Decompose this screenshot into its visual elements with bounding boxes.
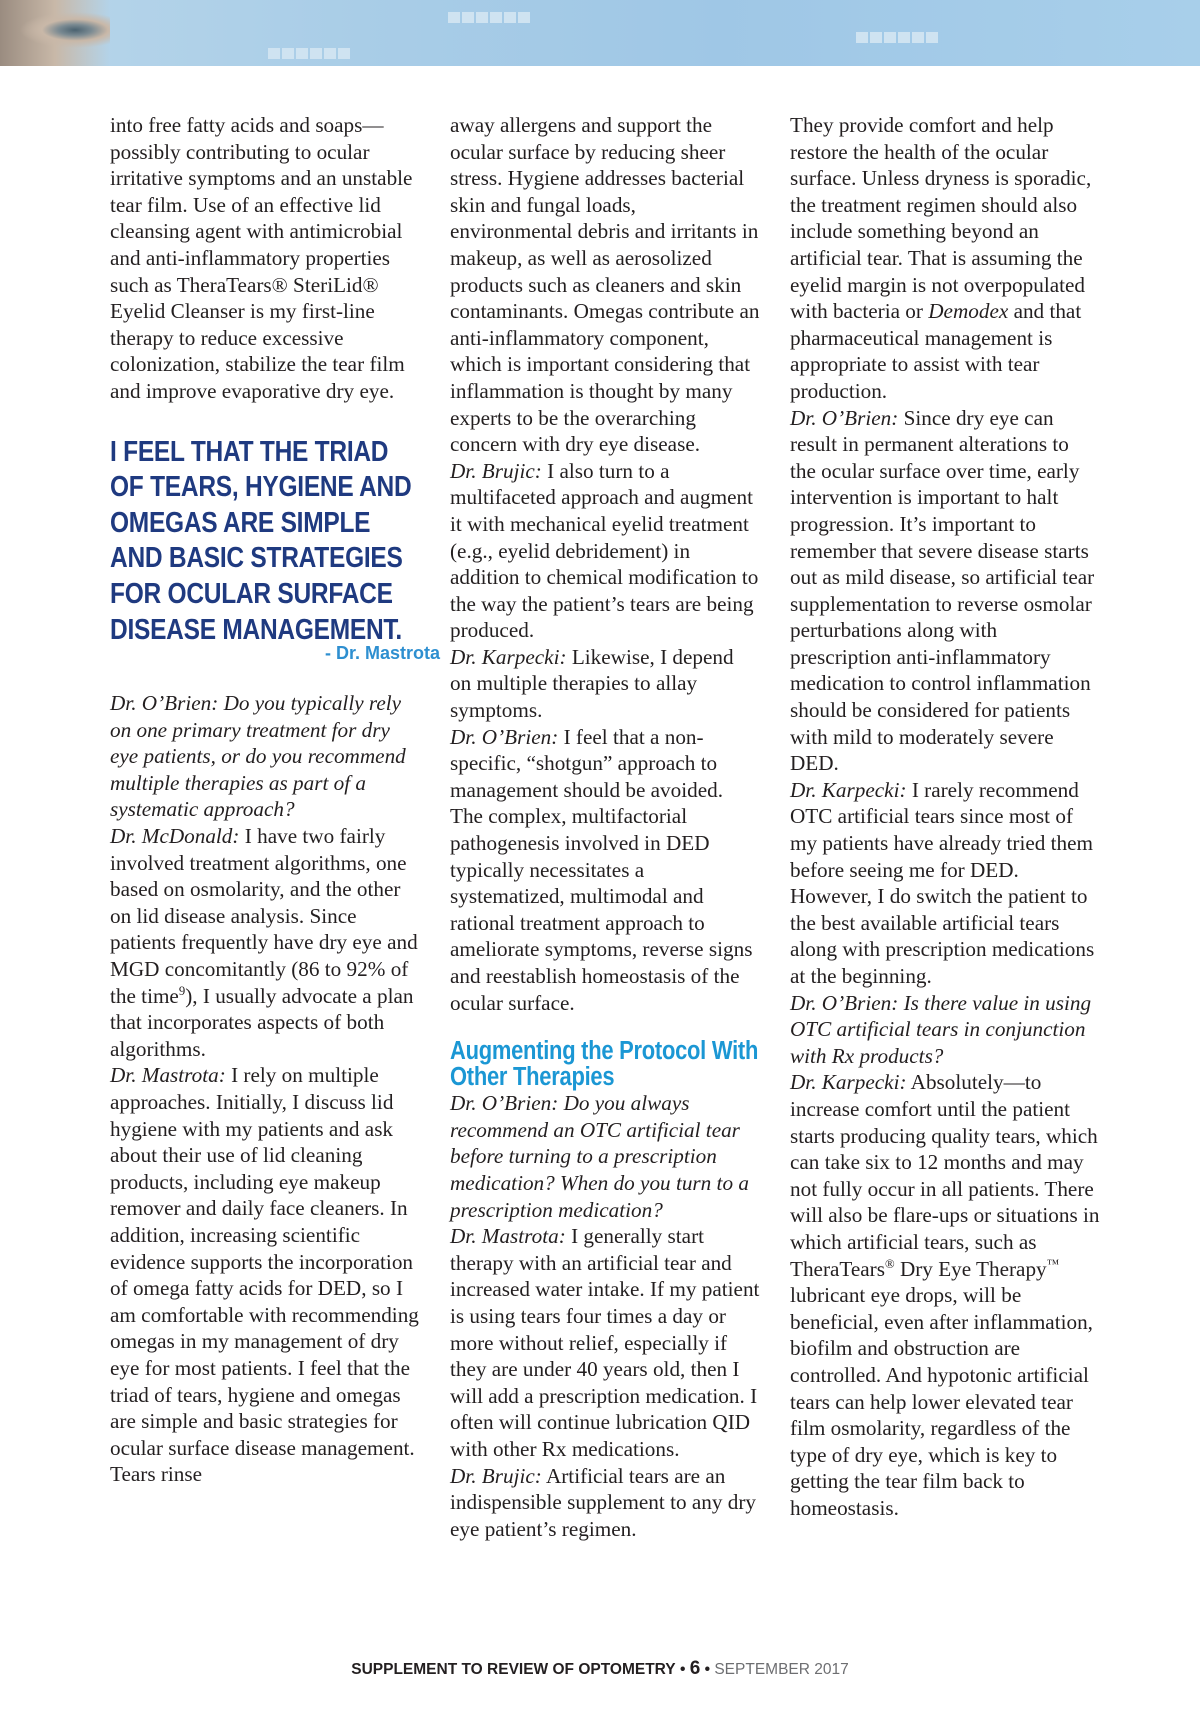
answer-paragraph [450, 458, 760, 644]
answer-text: I feel that a non-specific, “shotgun” approach to management should be avoided. The complex, multifactorial pathogenesis involved in DED typically necessitates a systematized, multimodal and rational treatment approach to ameliorate symptoms, reverse signs and reestablish homeostasis of the ocular surface. [450, 724, 753, 1015]
speaker-name: Dr. O’Brien: [790, 990, 899, 1015]
publication-name: SUPPLEMENT TO REVIEW OF OPTOMETRY [351, 1661, 676, 1678]
registered-mark: ® [884, 1256, 895, 1271]
answer-text: I also turn to a multifaceted approach and augment it with mechanical eyelid treatment (e.g., eyelid debridement) in addition to chemical modification to the way the patient’s tears are being produced. [450, 458, 759, 643]
eye-photo [0, 0, 110, 66]
question-text: Is there value in using OTC artificial tears in conjunction with Rx products? [790, 990, 1092, 1068]
answer-text: I rarely recommend OTC artificial tears since most of my patients have already tried them before seeing me for DED. However, I do switch the patient to the best available artificial tears along with prescription medications at the beginning. [790, 777, 1095, 988]
banner-squares-left [268, 48, 350, 59]
banner-squares-right [856, 32, 938, 43]
footer-bullet: • [704, 1661, 711, 1678]
answer-text: Artificial tears are an indispensible supplement to any dry eye patient’s regimen. [450, 1463, 756, 1541]
answer-paragraph [450, 1463, 760, 1543]
answer-paragraph [450, 1223, 760, 1462]
speaker-name: Dr. Mastrota: [110, 1063, 226, 1088]
paragraph-text: They provide comfort and help restore the health of the ocular surface. Unless dryness is sporadic, the treatment regimen should also include something beyond an artificial tear. That is assuming the eyelid margin is not overpopulated with bacteria or [790, 113, 1092, 324]
italic-term: Demodex [928, 299, 1009, 324]
page-number: 6 [689, 1658, 701, 1679]
footer-bullet: • [679, 1661, 686, 1678]
page-footer [0, 1658, 1200, 1680]
speaker-name: Dr. Karpecki: [450, 644, 567, 669]
paragraph [790, 112, 1100, 405]
speaker-name: Dr. Brujic: [450, 1463, 542, 1488]
speaker-name: Dr. McDonald: [110, 824, 240, 849]
answer-text: I have two fairly involved treatment algorithms, one based on osmolarity, and the other on lid disease analysis. Since patients frequently have dry eye and MGD concomitantly (86 to 92% of the time [110, 824, 418, 1008]
issue-date: SEPTEMBER 2017 [714, 1661, 849, 1678]
header-banner [0, 0, 1200, 66]
answer-paragraph [450, 644, 760, 724]
column-1 [110, 112, 440, 1488]
speaker-name: Dr. Karpecki: [790, 777, 907, 802]
answer-text: I rely on multiple approaches. Initially, I discuss lid hygiene with my patients and ask about their use of lid cleaning products, including eye makeup remover and daily face cleaners. In addition, increasing scientific evidence supports the incorporation of omega fatty acids for DED, so I am comfortable with recommending omegas in my management of dry eye for most patients. I feel that the triad of tears, hygiene and omegas are simple and basic strategies for ocular surface disease management. Tears rinse [110, 1063, 419, 1487]
answer-text: I generally start therapy with an artificial tear and increased water intake. If my patient is using tears four times a day or more without relief, especially if they are under 40 years old, then I will add a prescription medication. I often will continue lubrication QID with other Rx medications. [450, 1224, 760, 1461]
answer-text: Likewise, I depend on multiple therapies to allay symptoms. [450, 644, 734, 723]
answer-text: Absolutely—to increase comfort until the patient starts producing quality tears, which can take six to 12 months and may not fully occur in all patients. There will also be flare-ups or situations in which artificial tears, such as TheraTears [790, 1070, 1100, 1281]
reference-number: 9 [178, 983, 186, 998]
speaker-name: Dr. Brujic: [450, 458, 542, 483]
paragraph: into free fatty acids and soaps—possibly contributing to ocular irritative symptoms and an unstable tear film. Use of an effective lid cleansing agent with antimicrobial and anti-inflammatory properties such as TheraTears® SteriLid® Eyelid Cleanser is my first-line therapy to reduce excessive colonization, stabilize the tear film and improve evaporative dry eye. [110, 113, 413, 403]
column-3 [790, 112, 1100, 1521]
banner-squares-top [448, 12, 530, 23]
answer-paragraph [790, 777, 1100, 990]
paragraph-text-continued: and that pharmaceutical management is appropriate to assist with tear production. [790, 299, 1082, 403]
speaker-name: Dr. O’Brien: [110, 691, 219, 716]
trademark-mark: ™ [1046, 1256, 1060, 1271]
section-subhead: Augmenting the Protocol With Other Therapies [450, 1037, 759, 1092]
speaker-name: Dr. O’Brien: [790, 405, 899, 430]
answer-text-continued: lubricant eye drops, will be beneficial, even after inflammation, biofilm and obstruction are controlled. And hypotonic artificial tears can help lower elevated tear film osmolarity, regardless of the type of dry eye, which is key to getting the tear film back to homeostasis. [790, 1283, 1093, 1520]
speaker-name: Dr. Karpecki: [790, 1070, 907, 1095]
question-text: Do you typically rely on one primary treatment for dry eye patients, or do you recommend multiple therapies as part of a systematic approach? [110, 691, 406, 822]
answer-paragraph [790, 1069, 1100, 1521]
question-paragraph [790, 990, 1100, 1070]
speaker-name: Dr. O’Brien: [450, 1091, 559, 1116]
answer-paragraph [790, 405, 1100, 777]
column-2 [450, 112, 760, 1542]
pull-quote: I FEEL THAT THE TRIAD OF TEARS, HYGIENE AND OMEGAS ARE SIMPLE AND BASIC STRATEGIES FOR OCULAR SURFACE DISEASE MANAGEMENT. [110, 435, 412, 646]
question-paragraph [110, 690, 420, 823]
speaker-name: Dr. Mastrota: [450, 1224, 566, 1249]
answer-text: Since dry eye can result in permanent alterations to the ocular surface over time, early intervention is important to halt progression. It’s important to remember that severe disease starts out as mild disease, so artificial tear supplementation to reverse osmolar perturbations along with prescription anti-inflammatory medication to control inflammation should be considered for patients with mild to moderately severe DED. [790, 405, 1095, 776]
question-paragraph [450, 1090, 760, 1223]
speaker-name: Dr. O’Brien: [450, 724, 559, 749]
answer-paragraph [450, 724, 760, 1017]
answer-paragraph [110, 1062, 420, 1488]
pull-quote-attribution: - Dr. Mastrota [324, 643, 440, 664]
answer-text-continued: ), I usually advocate a plan that incorporates aspects of both algorithms. [110, 983, 414, 1061]
answer-paragraph [110, 823, 420, 1062]
paragraph: away allergens and support the ocular surface by reducing sheer stress. Hygiene addresses bacterial skin and fungal loads, environmental debris and irritants in makeup, as well as aerosolized products such as cleaners and skin contaminants. Omegas contribute an anti-inflammatory component, which is important considering that inflammation is thought by many experts to be the overarching concern with dry eye disease. [450, 113, 760, 457]
answer-text-mid: Dry Eye Therapy [894, 1256, 1047, 1281]
question-text: Do you always recommend an OTC artificial tear before turning to a prescription medication? When do you turn to a prescription medication? [450, 1091, 749, 1222]
